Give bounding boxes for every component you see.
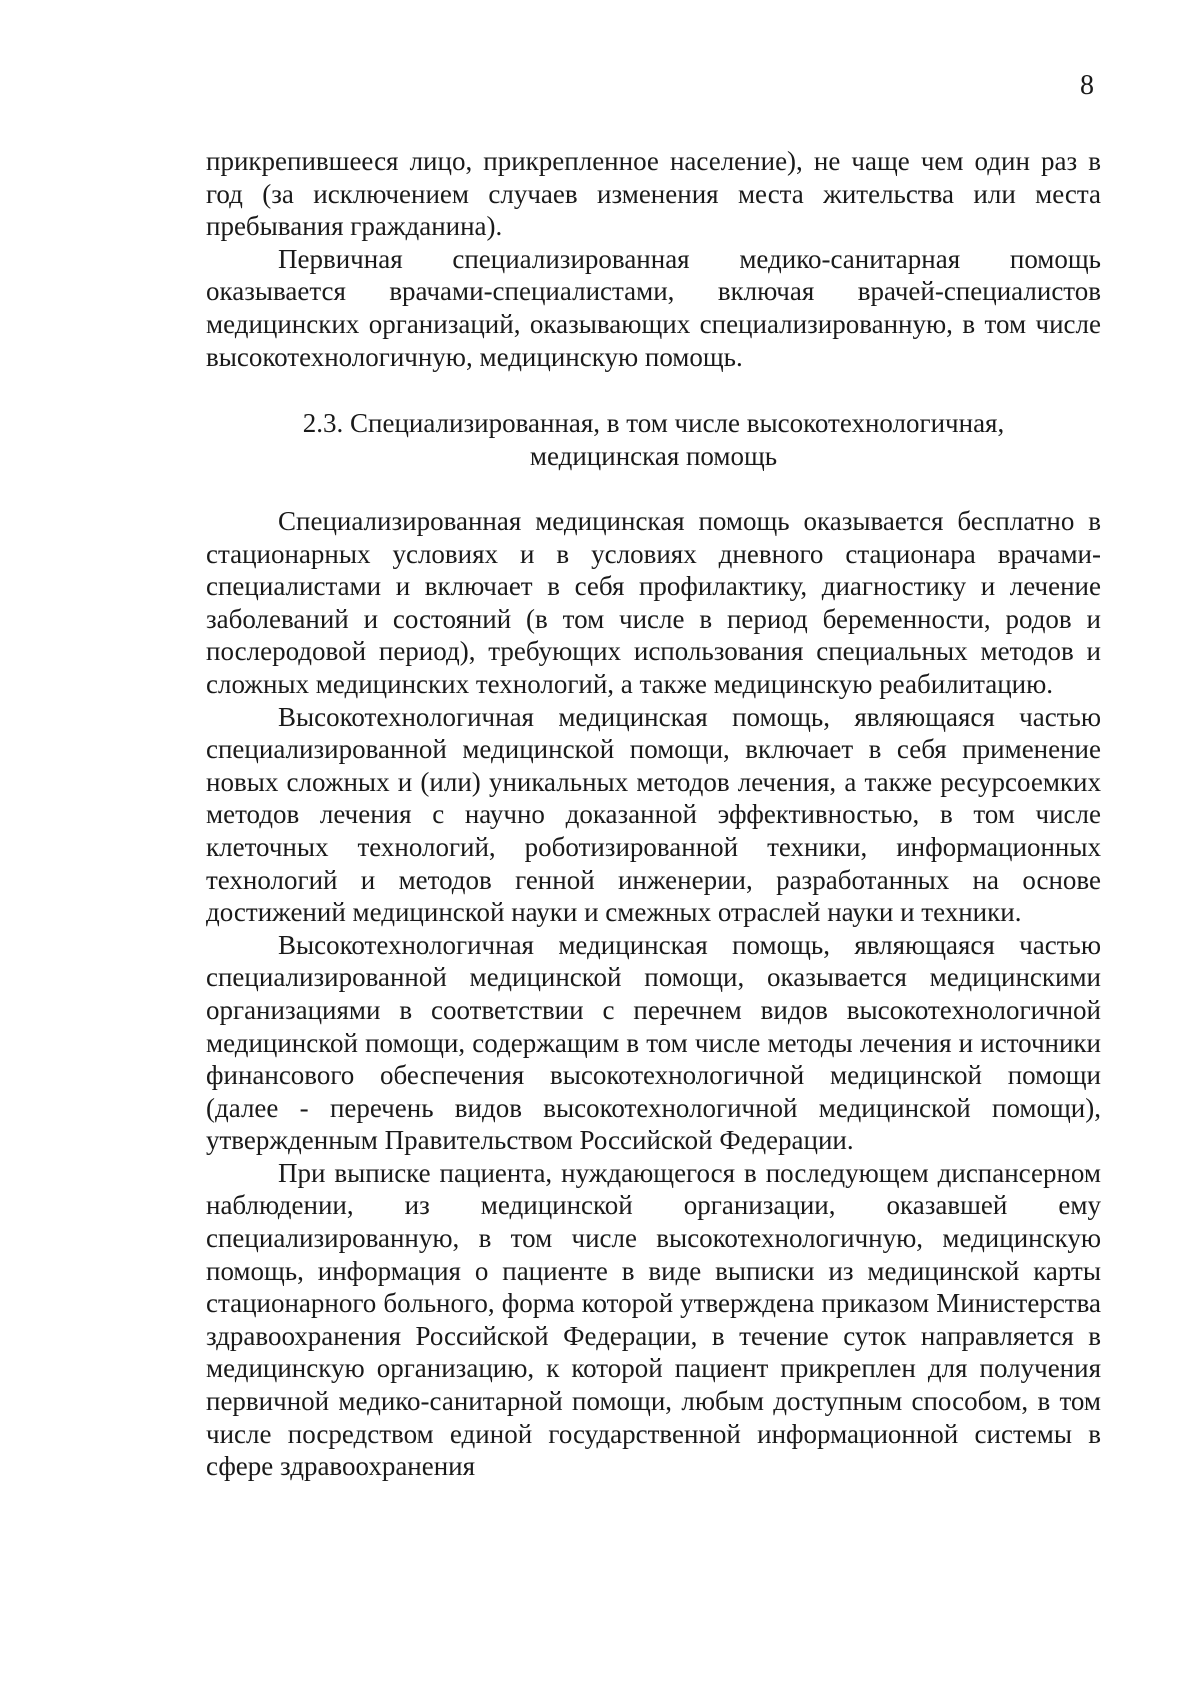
paragraph-high-tech-provision: Высокотехнологичная медицинская помощь, являющаяся частью специализированной медицинской помощи, оказывается медицинскими организациями в соответствии с перечнем видов высокотехнологичной медицинской помощи, содержащим в том числе методы лечения и источники финансового обеспечения высокотехнологичной медицинской помощи (далее - перечень видов высокотехнологичной медицинской помощи), утвержденным Правительством Российской Федерации. [206, 929, 1101, 1156]
paragraph-continuation: прикрепившееся лицо, прикрепленное население), не чаще чем один раз в год (за исключением случаев изменения места жительства или места пребывания гражданина). [206, 146, 1101, 242]
section-body [206, 505, 1101, 1483]
top-text-block [206, 145, 1101, 373]
paragraph-high-tech-definition: Высокотехнологичная медицинская помощь, являющаяся частью специализированной медицинской помощи, включает в себя применение новых сложных и (или) уникальных методов лечения, а также ресурсоемких методов лечения с научно доказанной эффективностью, в том числе клеточных технологий, роботизированной техники, информационных технологий и методов генной инженерии, разработанных на основе достижений медицинской науки и смежных отраслей науки и техники. [206, 701, 1101, 928]
paragraph-primary-care: Первичная специализированная медико-санитарная помощь оказывается врачами-специалистами, включая врачей-специалистов медицинских организаций, оказывающих специализированную, в том числе высокотехнологичную, медицинскую помощь. [206, 243, 1101, 372]
section-heading-line-2: медицинская помощь [529, 441, 778, 471]
paragraph-specialized-care: Специализированная медицинская помощь оказывается бесплатно в стационарных условиях и в условиях дневного стационара врачами-специалистами и включает в себя профилактику, диагностику и лечение заболеваний и состояний (в том числе в период беременности, родов и послеродовой период), требующих использования специальных методов и сложных медицинских технологий, а также медицинскую реабилитацию. [206, 506, 1101, 699]
section-heading [206, 407, 1101, 473]
paragraph-discharge: При выписке пациента, нуждающегося в последующем диспансерном наблюдении, из медицинской организации, оказавшей ему специализированную, в том числе высокотехнологичную, медицинскую помощь, информация о пациенте в виде выписки из медицинской карты стационарного больного, форма которой утверждена приказом Министерства здравоохранения Российской Федерации, в течение суток направляется в медицинскую организацию, к которой пациент прикреплен для получения первичной медико-санитарной помощи, любым доступным способом, в том числе посредством единой государственной информационной системы в сфере здравоохранения [206, 1157, 1101, 1482]
page-number: 8 [1080, 70, 1094, 101]
section-heading-line-1: 2.3. Специализированная, в том числе высокотехнологичная, [302, 408, 1005, 438]
